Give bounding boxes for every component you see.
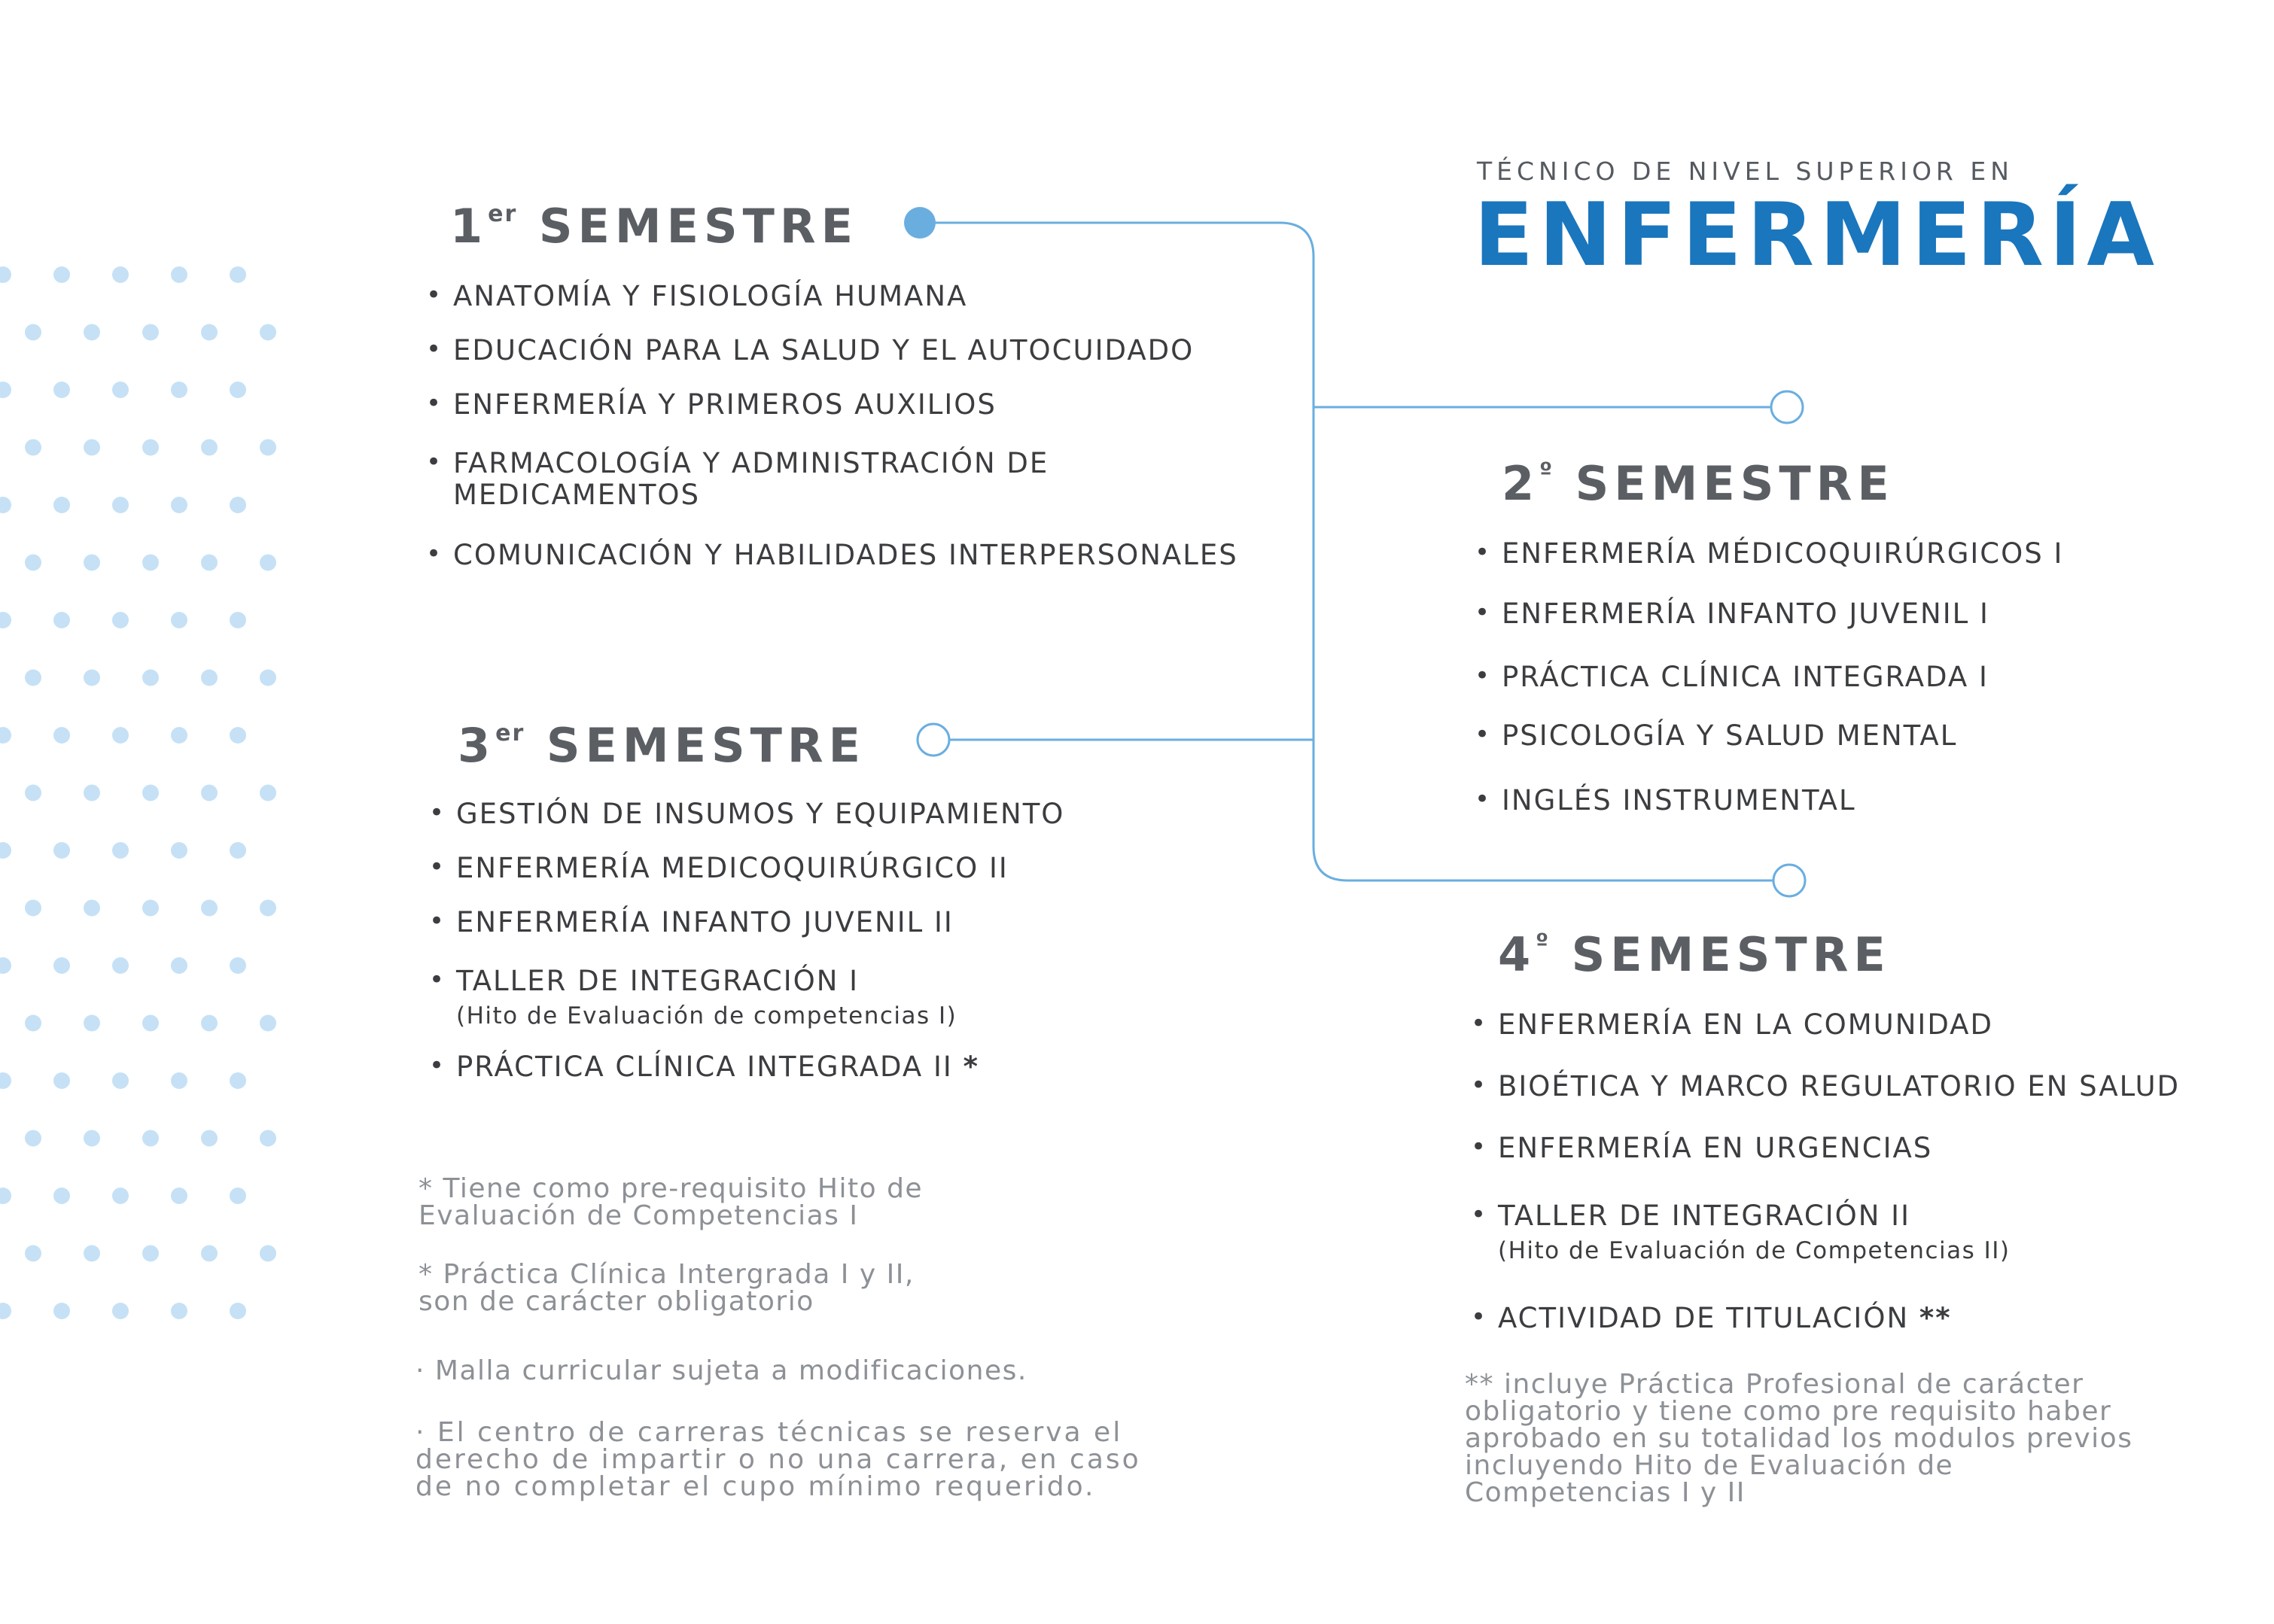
note-reserve-right: · El centro de carreras técnicas se reserva el derecho de impartir o no una carrera, en caso de no completar el cupo mínimo requerido. [416, 1417, 1141, 1502]
course-item: • GESTIÓN DE INSUMOS Y EQUIPAMIENTO [456, 798, 1064, 831]
header-title: ENFERMERÍA [1474, 184, 2160, 286]
course-subtitle: (Hito de Evaluación de Competencias II) [1498, 1237, 2011, 1264]
node-semester-3 [918, 724, 949, 756]
course-item: • BIOÉTICA Y MARCO REGULATORIO EN SALUD [1498, 1070, 2180, 1103]
course-item: • ENFERMERÍA INFANTO JUVENIL I [1502, 598, 1989, 631]
node-semester-2 [1771, 391, 1803, 423]
semester-suffix: er [495, 720, 525, 747]
note-mandatory: * Práctica Clínica Intergrada I y II, son de carácter obligatorio [419, 1259, 915, 1317]
course-item: • FARMACOLOGÍA Y ADMINISTRACIÓN DE [453, 447, 1049, 480]
semester-suffix: º [1539, 458, 1554, 485]
course-item: • ENFERMERÍA MÉDICOQUIRÚRGICOS I [1502, 537, 2063, 570]
semester-number: 2 [1502, 456, 1540, 511]
semester-number: 1 [450, 199, 489, 254]
semester-label: SEMESTRE [546, 718, 866, 773]
footnote-marker: * [963, 1051, 979, 1083]
course-item: • ACTIVIDAD DE TITULACIÓN ** [1498, 1302, 1952, 1335]
semester-3-title [458, 718, 866, 773]
node-semester-1 [904, 207, 936, 239]
course-item: • ENFERMERÍA EN URGENCIAS [1498, 1132, 1932, 1165]
semester-number: 3 [458, 718, 496, 773]
semester-2-title [1502, 456, 1895, 511]
course-item: • INGLÉS INSTRUMENTAL [1502, 784, 1856, 817]
course-item: • ENFERMERÍA INFANTO JUVENIL II [456, 906, 954, 939]
semester-number: 4 [1498, 927, 1536, 982]
note-titulation: ** incluye Práctica Profesional de carácter obligatorio y tiene como pre requisito haber aprobado en su totalidad los modulos previos incluyendo Hito de Evaluación de Competencias I y II [1465, 1369, 2133, 1508]
note-subject-to-change: · Malla curricular sujeta a modificaciones. [416, 1355, 1027, 1386]
course-item: • PSICOLOGÍA Y SALUD MENTAL [1502, 719, 1957, 753]
course-item: • COMUNICACIÓN Y HABILIDADES INTERPERSONALES [453, 539, 1238, 572]
course-item-continuation: MEDICAMENTOS [453, 479, 701, 511]
course-item: • ENFERMERÍA EN LA COMUNIDAD [1498, 1008, 1993, 1042]
node-semester-4 [1773, 865, 1805, 896]
note-prerequisite: * Tiene como pre-requisito Hito de Evaluación de Competencias I [419, 1173, 924, 1231]
course-item: • EDUCACIÓN PARA LA SALUD Y EL AUTOCUIDADO [453, 334, 1194, 367]
course-subtitle: (Hito de Evaluación de competencias I) [456, 1002, 957, 1029]
course-item: • TALLER DE INTEGRACIÓN I [456, 965, 859, 998]
course-item: • ANATOMÍA Y FISIOLOGÍA HUMANA [453, 280, 967, 313]
semester-suffix: º [1536, 929, 1551, 956]
semester-label: SEMESTRE [1575, 456, 1895, 511]
course-item: • TALLER DE INTEGRACIÓN II [1498, 1200, 1910, 1233]
header-subtitle: TÉCNICO DE NIVEL SUPERIOR EN [1477, 157, 2014, 186]
semester-1-title [450, 199, 858, 254]
course-item: • PRÁCTICA CLÍNICA INTEGRADA II * [456, 1051, 979, 1084]
footnote-marker: ** [1919, 1302, 1952, 1334]
course-item: • ENFERMERÍA Y PRIMEROS AUXILIOS [453, 388, 997, 421]
semester-suffix: er [488, 201, 518, 227]
semester-label: SEMESTRE [1571, 927, 1891, 982]
course-item: • PRÁCTICA CLÍNICA INTEGRADA I [1502, 661, 1989, 694]
course-item: • ENFERMERÍA MEDICOQUIRÚRGICO II [456, 852, 1009, 885]
semester-4-title [1498, 927, 1891, 982]
semester-label: SEMESTRE [538, 199, 858, 254]
